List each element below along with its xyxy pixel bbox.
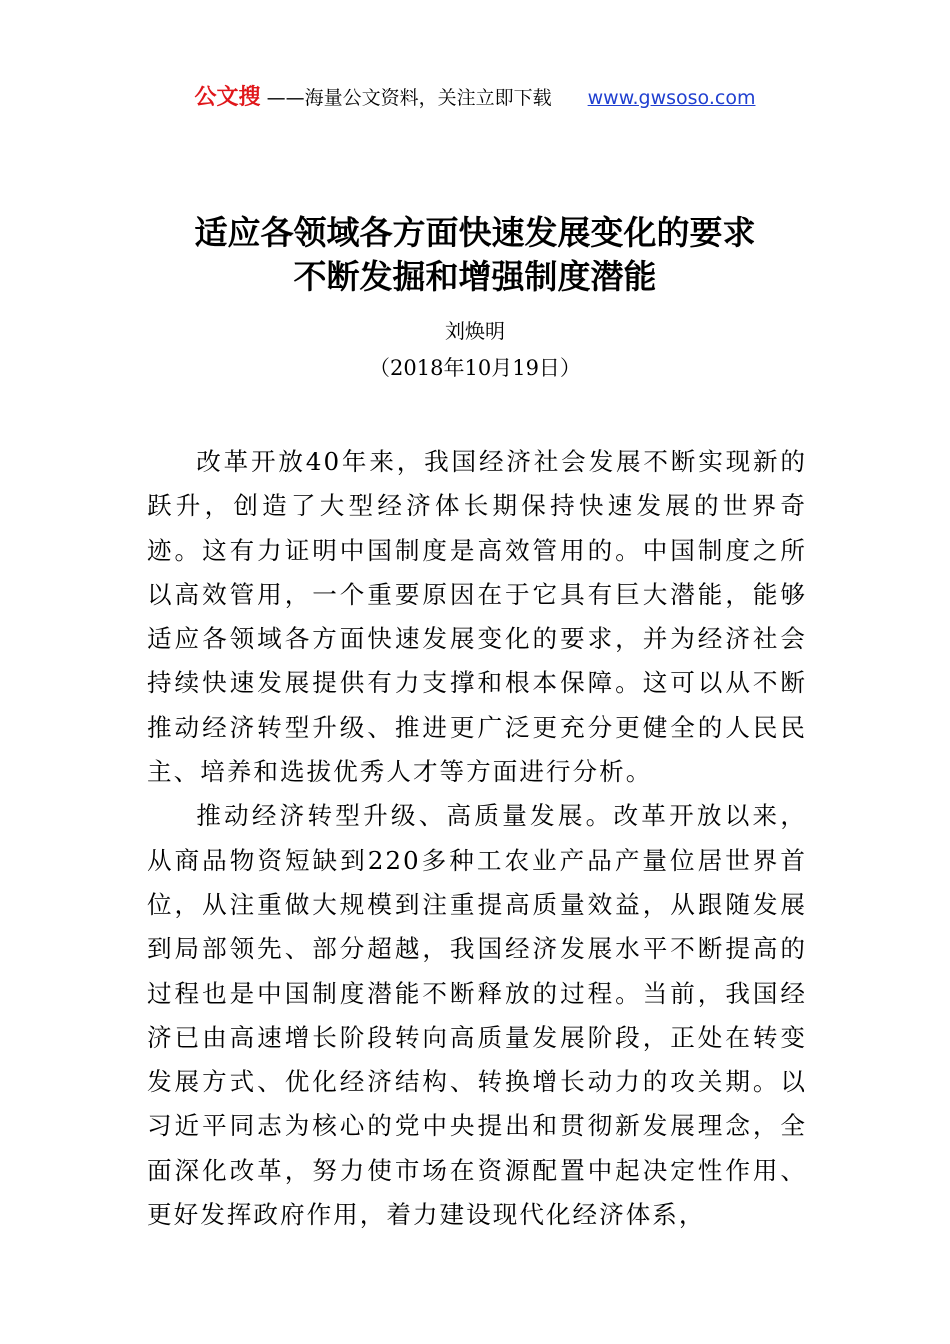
date: （2018年10月19日） <box>369 356 581 380</box>
title-line-1: 适应各领域各方面快速发展变化的要求 <box>194 213 756 252</box>
paragraph-2-text: 改革开放以来，从商品物资短缺到220多种工农业产品产量位居世界首位，从注重做大规模到注重提高质量效益，从跟随发展到局部领先、部分超越，我国经济发展水平不断提高的过程也是中国制度潜能不断释放的过程。当前，我国经济已由高速增长阶段转向高质量发展阶段，正处在转变发展方式、优化经济结构、转换增长动力的攻关期。以习近平同志为核心的党中央提出和贯彻新发展理念，全面深化改革，努力使市场在资源配置中起决定性作用、更好发挥政府作用，着力建设现代化经济体系， <box>147 801 807 1230</box>
paragraph-1 <box>147 440 807 794</box>
header-slogan: ——海量公文资料，关注立即下载 <box>266 87 552 109</box>
page-header <box>0 84 950 112</box>
paragraph-1-text: 改革开放40年来，我国经济社会发展不断实现新的跃升，创造了大型经济体长期保持快速发展的世界奇迹。这有力证明中国制度是高效管用的。中国制度之所以高效管用，一个重要原因在于它具有巨大潜能，能够适应各领域各方面快速发展变化的要求，并为经济社会持续快速发展提供有力支撑和根本保障。这可以从不断推动经济转型升级、推进更广泛更充分更健全的人民民主、培养和选拔优秀人才等方面进行分析。 <box>147 447 807 787</box>
paragraph-2 <box>147 794 807 1237</box>
author: 刘焕明 <box>445 319 505 343</box>
website-link[interactable]: www.gwsoso.com <box>587 87 756 109</box>
paragraph-2-lead: 推动经济转型升级、高质量发展。 <box>196 801 614 831</box>
brand-logo-text: 公文搜 <box>194 85 261 110</box>
article-body <box>147 440 807 1237</box>
title-line-2: 不断发掘和增强制度潜能 <box>293 257 657 296</box>
